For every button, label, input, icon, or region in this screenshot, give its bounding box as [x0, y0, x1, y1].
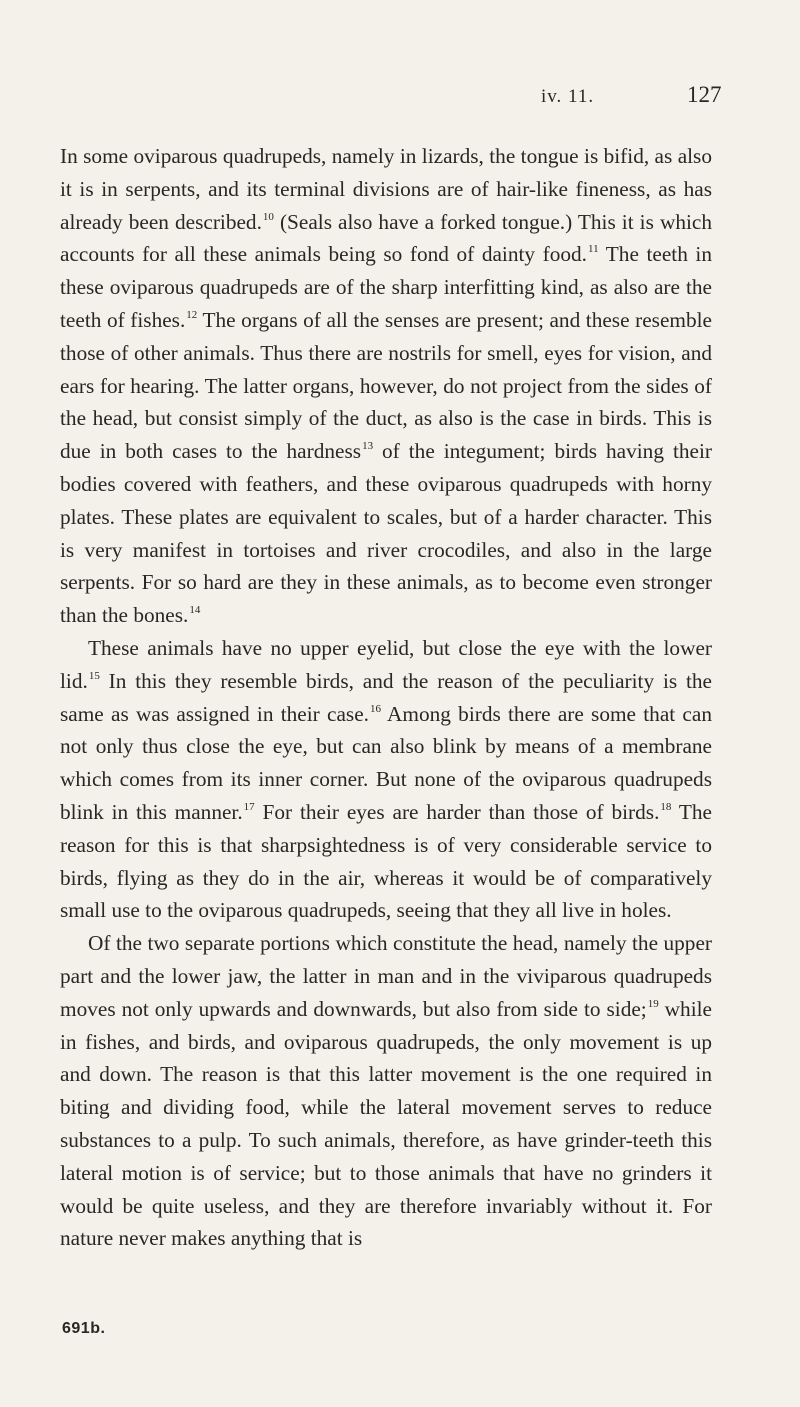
- footnote-marker: 19: [647, 997, 659, 1010]
- footnote-marker: 16: [369, 702, 381, 715]
- text-run: For their eyes are harder than those of birds.: [254, 799, 660, 824]
- running-header: [0, 74, 800, 114]
- text-run: Of the two separate portions which constitute the head, namely the upper part and the lower jaw, the latter in man and in the viviparous quadrupeds moves not only upwards and downwards, but also from side to side;: [60, 931, 712, 1021]
- page-number: 127: [687, 82, 722, 107]
- text-run: of the integument; birds having their bodies covered with feathers, and these oviparous quadrupeds with horny plates. These plates are equivalent to scales, but of a harder character. This is very manifest in tortoises and river crocodiles, and also in the large serpents. For so hard are they in these animals, as to become even stronger than the bones.: [60, 439, 712, 628]
- body-text: [60, 140, 712, 1255]
- text-run: In some oviparous quadrupeds, namely in lizards, the tongue is bifid, as also it is in serpents, and its terminal divisions are of hair-like fineness, as has already been described.: [60, 144, 712, 234]
- footnote-marker: 10: [262, 210, 274, 223]
- text-run: (Seals also have a forked tongue.) This it is which accounts for all these animals being so fond of dainty food.: [60, 209, 712, 267]
- text-run: The reason for this is that sharpsightedness is of very considerable service to birds, flying as they do in the air, whereas it would be of comparatively small use to the oviparous quadrupeds, seeing that they all live in holes.: [60, 799, 712, 923]
- footnote-marker: 18: [660, 800, 672, 813]
- text-run: Among birds there are some that can not only thus close the eye, but can also blink by means of a membrane which comes from its inner corner. But none of the oviparous quadrupeds blink in this manner.: [60, 701, 712, 824]
- footnote-marker: 17: [243, 800, 255, 813]
- footnote-marker: 13: [362, 440, 374, 453]
- paragraph: [60, 632, 712, 927]
- footnote-marker: 15: [88, 669, 100, 682]
- footnote-marker: 11: [588, 243, 599, 256]
- text-run: In this they resemble birds, and the reason of the peculiarity is the same as was assigned in their case.: [60, 668, 712, 726]
- text-run: The teeth in these oviparous quadrupeds are of the sharp interfitting kind, as also are the teeth of fishes.: [60, 242, 712, 332]
- footnote-marker: 14: [189, 604, 201, 617]
- text-run: while in fishes, and birds, and oviparous quadrupeds, the only movement is up and down. The reason is that this latter movement is the one required in biting and dividing food, while the lateral movement serves to reduce substances to a pulp. To such animals, therefore, as have grinder-teeth this lateral motion is of service; but to those animals that have no grinders it would be quite useless, and they are therefore invariably without it. For nature never makes anything that is: [60, 996, 712, 1251]
- printer-signature-mark: 691b.: [62, 1320, 106, 1337]
- text-run: These animals have no upper eyelid, but close the eye with the lower lid.: [60, 635, 712, 693]
- section-reference: iv. 11.: [541, 86, 595, 107]
- footnote-marker: 12: [186, 308, 198, 321]
- paragraph: [60, 140, 712, 632]
- paragraph: [60, 927, 712, 1255]
- text-run: The organs of all the senses are present; and these resemble those of other animals. Thus there are nostrils for smell, eyes for vision, and ears for hearing. The latter organs, however, do not project from the sides of the head, but consist simply of the duct, as also is the case in birds. This is due in both cases to the hardness: [60, 307, 712, 464]
